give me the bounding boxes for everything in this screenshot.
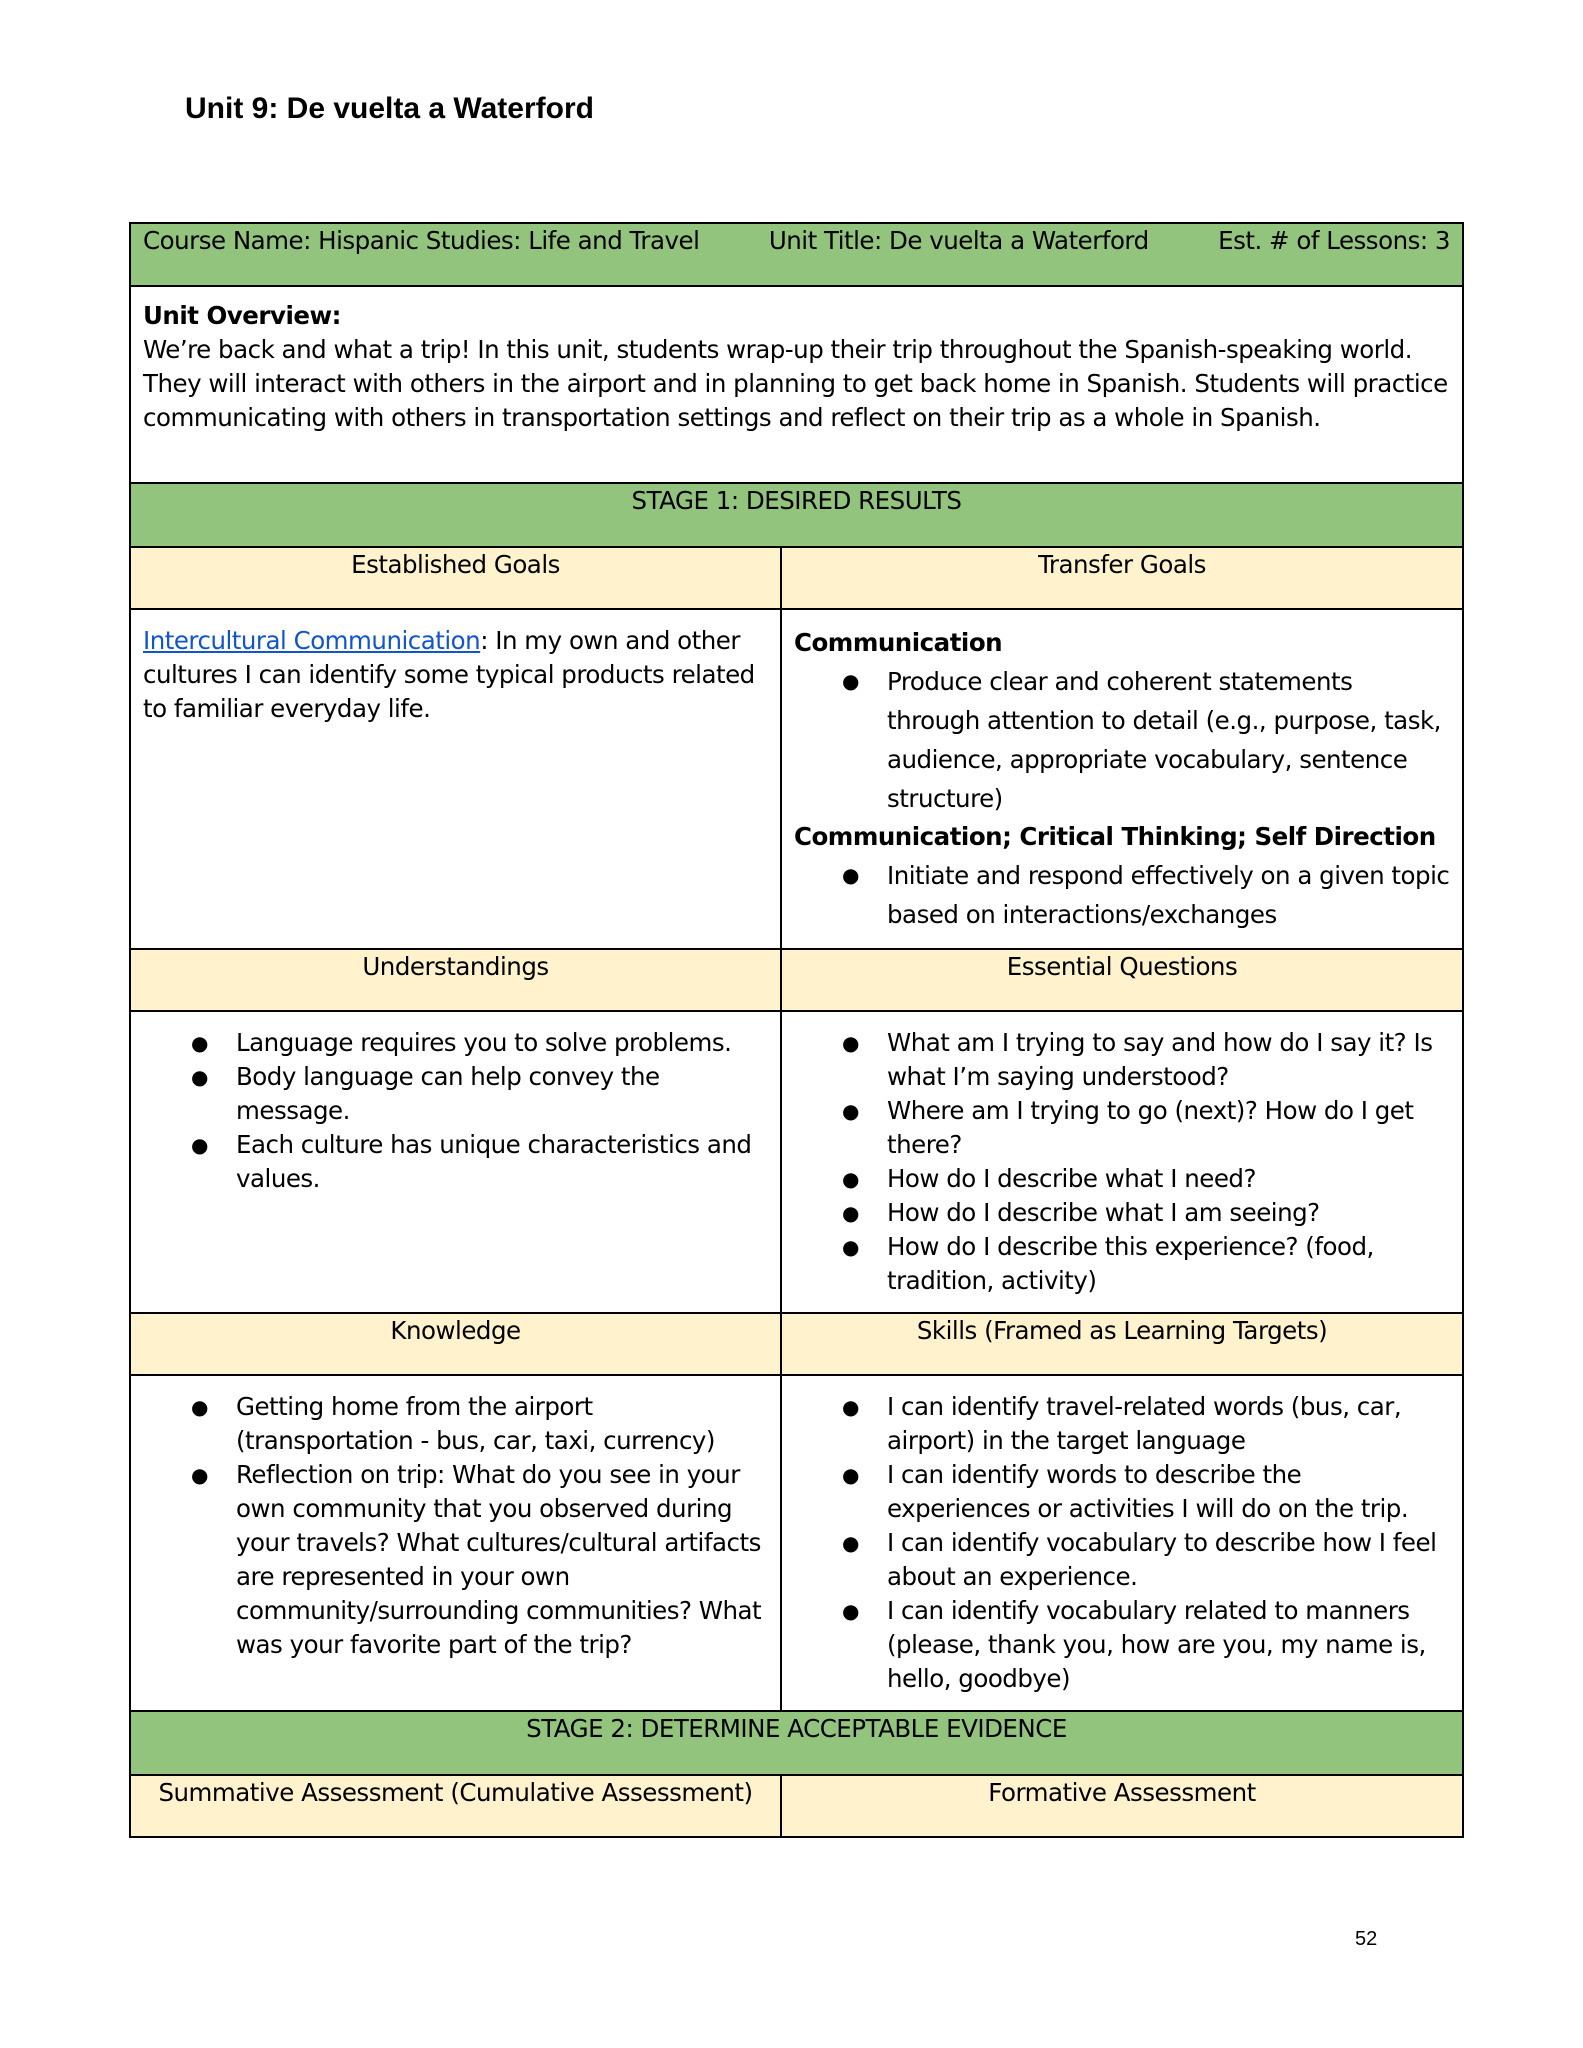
- list-item: ● Initiate and respond effectively on a given topic based on interactions/exchanges: [887, 856, 1450, 934]
- list-item: ● What am I trying to say and how do I say it? Is what I’m saying understood?: [887, 1026, 1450, 1094]
- list-item: ● Language requires you to solve problems.: [236, 1026, 768, 1060]
- understandings-header: Understandings: [130, 949, 781, 1011]
- stage2-row: [130, 1711, 1463, 1775]
- knowledge-row: [130, 1375, 1463, 1711]
- list-item: ● Reflection on trip: What do you see in your own community that you observed during your travels? What cultures/cultural artifacts are represented in your own community/surrounding communities? What was your favorite part of the trip?: [236, 1458, 768, 1662]
- list-item: ● Body language can help convey the message.: [236, 1060, 768, 1128]
- formative-assessment-header: Formative Assessment: [781, 1775, 1463, 1837]
- skills-header: Skills (Framed as Learning Targets): [781, 1313, 1463, 1375]
- list-item: ● Produce clear and coherent statements through attention to detail (e.g., purpose, task, audience, appropriate vocabulary, sentence structure): [887, 662, 1450, 818]
- list-item: ● I can identify words to describe the experiences or activities I will do on the trip.: [887, 1458, 1450, 1526]
- knowledge-header: Knowledge: [130, 1313, 781, 1375]
- list-item: ● Getting home from the airport (transportation - bus, car, taxi, currency): [236, 1390, 768, 1458]
- unit-plan-table: [129, 222, 1464, 1838]
- transfer-goal-heading: Communication: [794, 628, 1003, 657]
- lesson-count: Est. # of Lessons: 3: [1218, 226, 1450, 255]
- goals-header-row: [130, 547, 1463, 609]
- essential-questions-list: [794, 1026, 1450, 1298]
- transfer-goals-header: Transfer Goals: [781, 547, 1463, 609]
- stage1-title: STAGE 1: DESIRED RESULTS: [130, 483, 1463, 547]
- transfer-goal-list: [794, 662, 1450, 818]
- knowledge-cell: [130, 1375, 781, 1711]
- understandings-list: [143, 1026, 768, 1196]
- transfer-goal-list: [794, 856, 1450, 934]
- knowledge-header-row: [130, 1313, 1463, 1375]
- essential-questions-header: Essential Questions: [781, 949, 1463, 1011]
- understandings-header-row: [130, 949, 1463, 1011]
- understandings-cell: [130, 1011, 781, 1313]
- established-goals-header: Established Goals: [130, 547, 781, 609]
- established-goals-cell: [130, 609, 781, 949]
- summative-assessment-header: Summative Assessment (Cumulative Assessment): [130, 1775, 781, 1837]
- unit-overview-heading: Unit Overview:: [143, 301, 341, 330]
- list-item: ● Where am I trying to go (next)? How do I get there?: [887, 1094, 1450, 1162]
- skills-list: [794, 1390, 1450, 1696]
- skills-cell: [781, 1375, 1463, 1711]
- list-item: ● I can identify vocabulary related to manners (please, thank you, how are you, my name is, hello, goodbye): [887, 1594, 1450, 1696]
- list-item: ● How do I describe this experience? (food, tradition, activity): [887, 1230, 1450, 1298]
- unit-overview-text: We’re back and what a trip! In this unit, students wrap-up their trip throughout the Spanish-speaking world. They will interact with others in the airport and in planning to get back home in Spanish. Students will practice communicating with others in transportation settings and reflect on their trip as a whole in Spanish.: [143, 335, 1448, 432]
- transfer-goals-cell: [781, 609, 1463, 949]
- unit-title: Unit Title: De vuelta a Waterford: [768, 226, 1149, 255]
- unit-overview-cell: [130, 286, 1463, 483]
- list-item: ● Each culture has unique characteristics and values.: [236, 1128, 768, 1196]
- stage1-row: [130, 483, 1463, 547]
- goals-row: [130, 609, 1463, 949]
- essential-questions-cell: [781, 1011, 1463, 1313]
- list-item: ● How do I describe what I am seeing?: [887, 1196, 1450, 1230]
- established-goals-text: : In my own and other cultures I can identify some typical products related to familiar everyday life.: [143, 626, 755, 723]
- page-number: 52: [1355, 1928, 1378, 1950]
- understandings-row: [130, 1011, 1463, 1313]
- document-title: Unit 9: De vuelta a Waterford: [185, 92, 594, 125]
- course-info-row: [130, 223, 1463, 286]
- list-item: ● I can identify vocabulary to describe how I feel about an experience.: [887, 1526, 1450, 1594]
- intercultural-communication-link[interactable]: Intercultural Communication: [143, 626, 481, 655]
- list-item: ● How do I describe what I need?: [887, 1162, 1450, 1196]
- course-name: Course Name: Hispanic Studies: Life and Travel: [143, 226, 700, 255]
- unit-overview-row: [130, 286, 1463, 483]
- assessment-header-row: [130, 1775, 1463, 1837]
- stage2-title: STAGE 2: DETERMINE ACCEPTABLE EVIDENCE: [130, 1711, 1463, 1775]
- transfer-goal-heading: Communication; Critical Thinking; Self Direction: [794, 822, 1436, 851]
- knowledge-list: [143, 1390, 768, 1662]
- course-info-cell: [130, 223, 1463, 286]
- list-item: ● I can identify travel-related words (bus, car, airport) in the target language: [887, 1390, 1450, 1458]
